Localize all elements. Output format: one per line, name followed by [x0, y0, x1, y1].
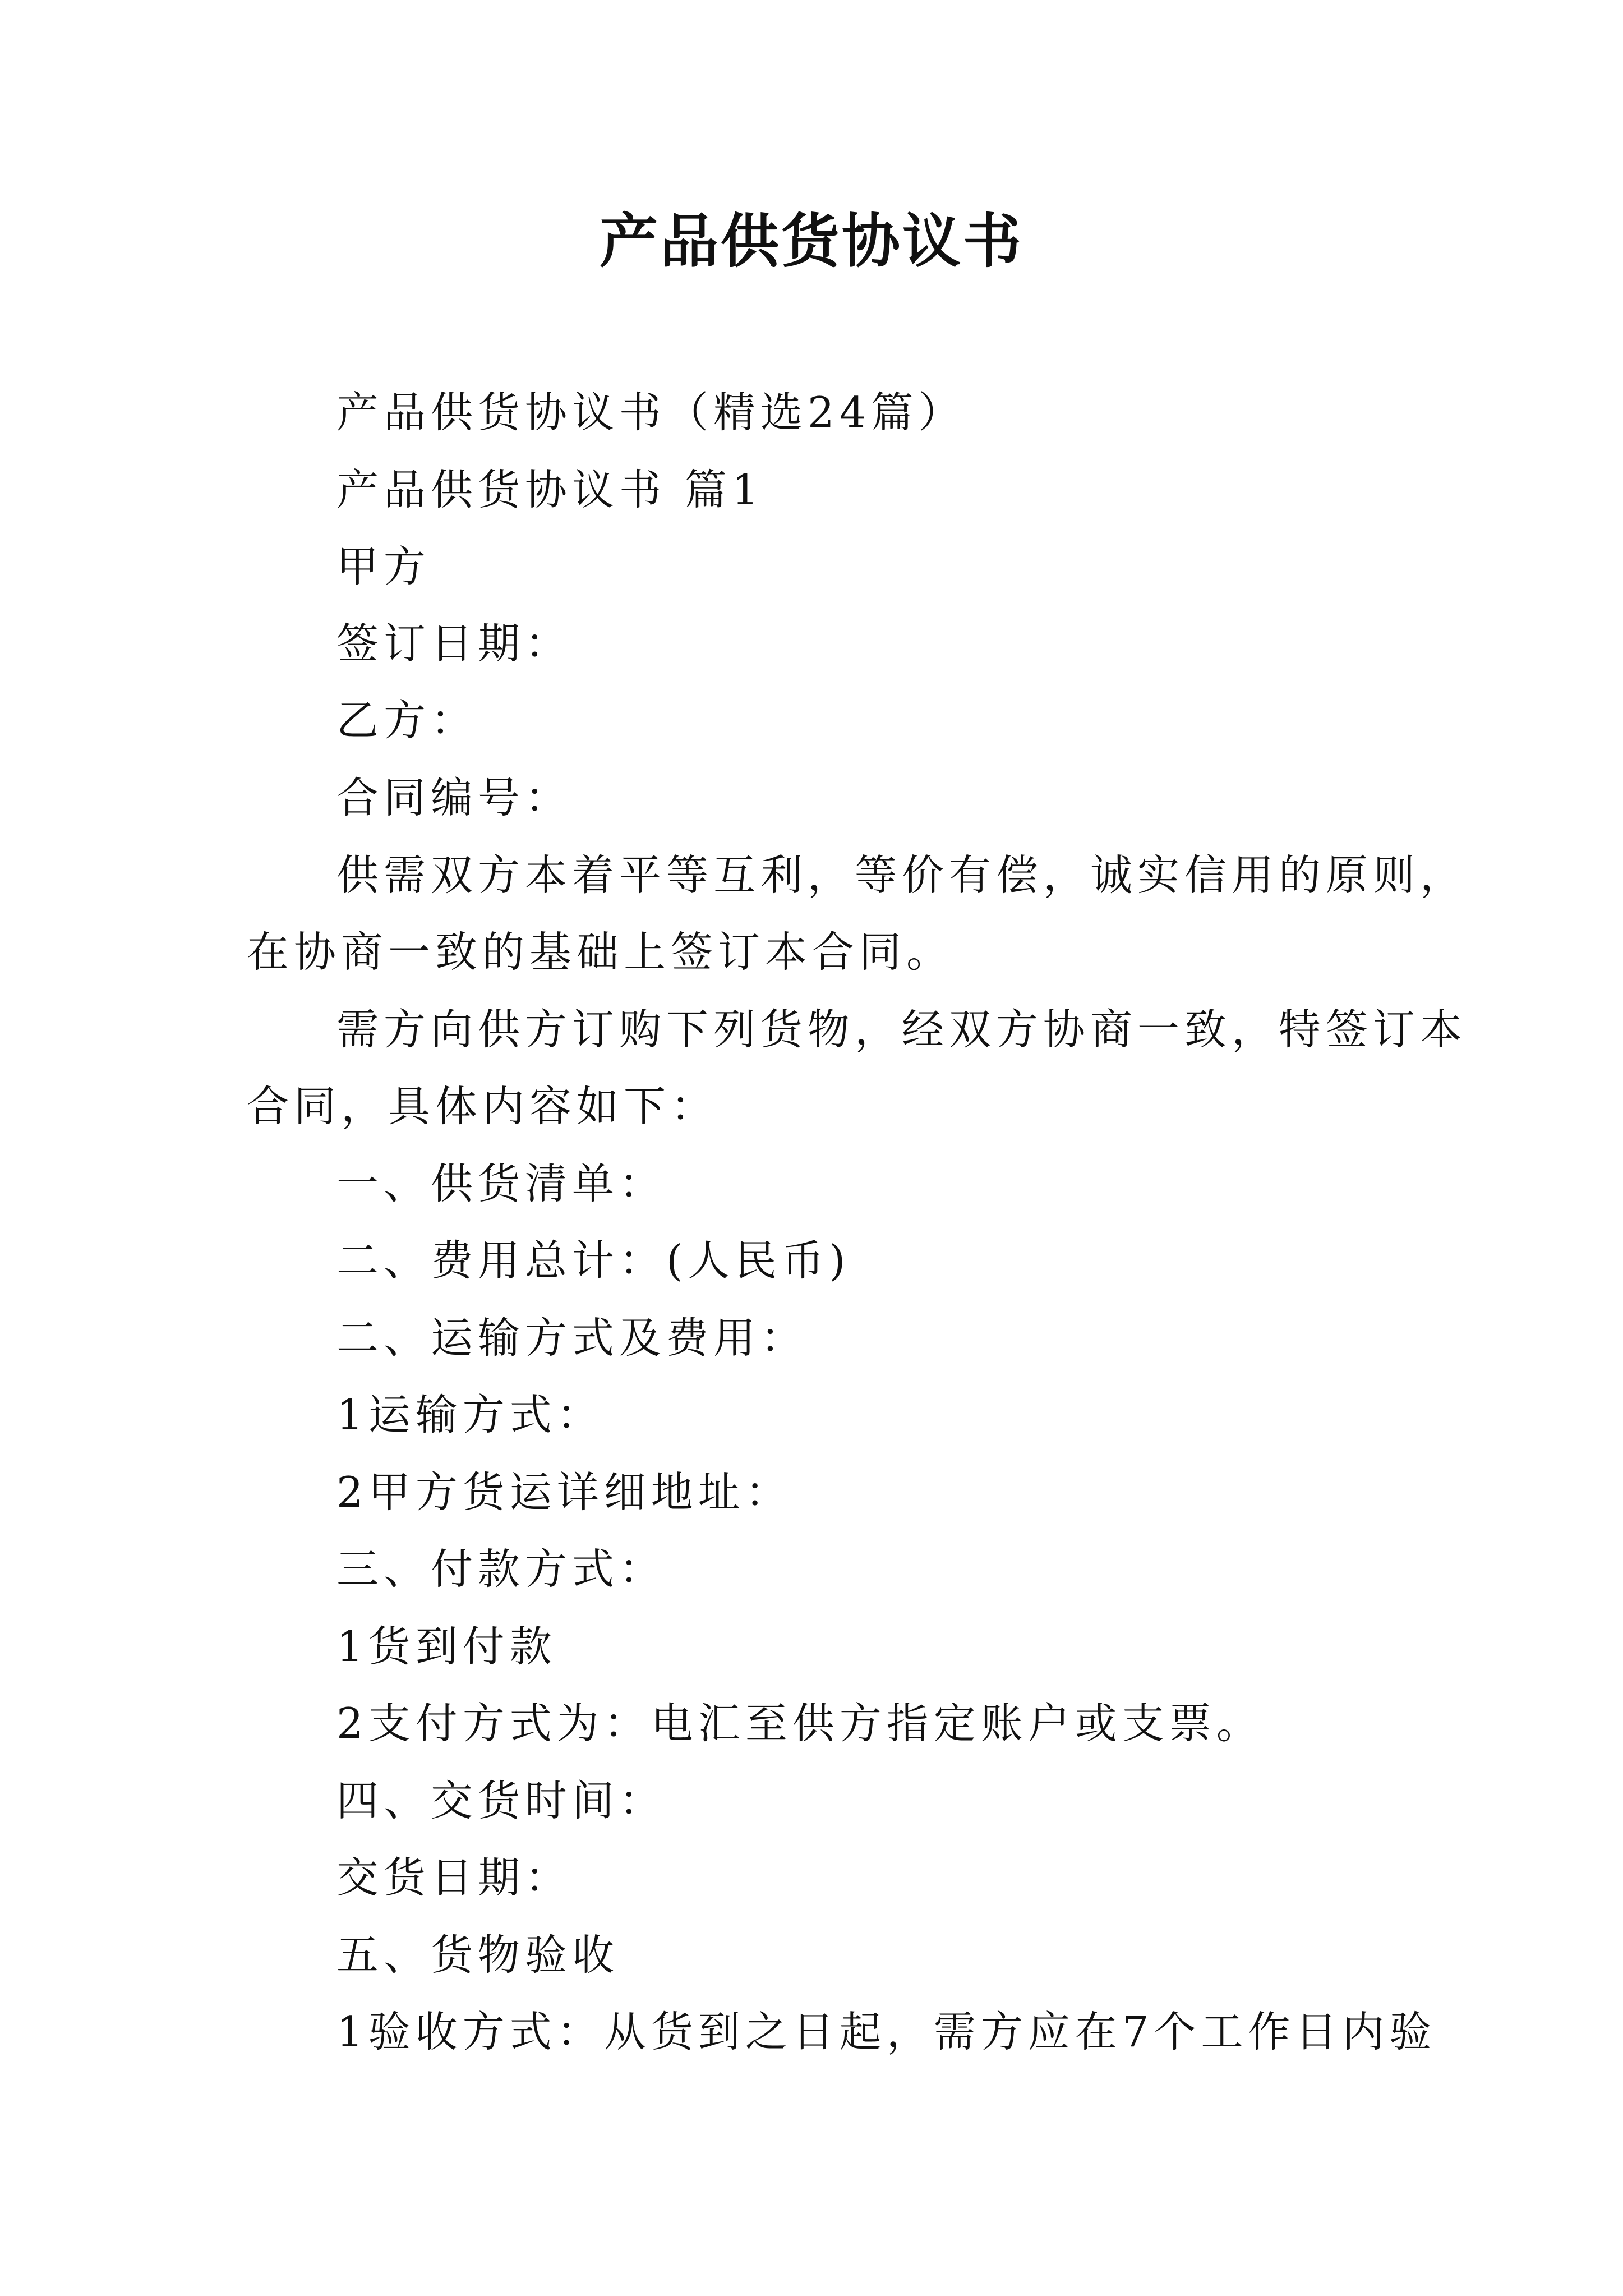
doc-line-paragraph: 合同，具体内容如下： — [247, 1082, 718, 1131]
doc-line-item: 四、交货时间： — [336, 1776, 667, 1825]
doc-line-paragraph: 需方向供方订购下列货物，经双方协商一致，特签订本 — [336, 1005, 1468, 1054]
doc-line-section-heading: 产品供货协议书 篇1 — [336, 465, 764, 514]
doc-line-item: 1验收方式：从货到之日起，需方应在7个工作日内验 — [336, 2007, 1437, 2056]
doc-line-item: 交货日期： — [336, 1853, 573, 1902]
doc-line-item: 1货到付款 — [336, 1622, 557, 1671]
doc-line-item: 2支付方式为：电汇至供方指定账户或支票。 — [336, 1699, 1264, 1748]
document-title: 产品供货协议书 — [599, 206, 1023, 275]
doc-line-party-a: 甲方 — [336, 542, 431, 591]
doc-line-paragraph: 供需双方本着平等互利，等价有偿，诚实信用的原则， — [336, 850, 1468, 900]
doc-line-subtitle: 产品供货协议书（精选24篇） — [336, 388, 966, 437]
doc-line-item: 三、付款方式： — [336, 1544, 667, 1594]
doc-line-sign-date: 签订日期： — [336, 619, 573, 668]
doc-line-contract-no: 合同编号： — [336, 773, 573, 822]
doc-line-item: 一、供货清单： — [336, 1159, 667, 1208]
doc-line-item: 二、费用总计：(人民币) — [336, 1236, 851, 1285]
doc-line-item: 五、货物验收 — [336, 1930, 620, 1980]
doc-line-item: 二、运输方式及费用： — [336, 1313, 808, 1363]
doc-line-item: 2甲方货运详细地址： — [336, 1467, 792, 1517]
doc-line-paragraph: 在协商一致的基础上签订本合同。 — [247, 927, 954, 977]
doc-line-party-b: 乙方： — [336, 696, 478, 745]
doc-line-item: 1运输方式： — [336, 1390, 604, 1439]
